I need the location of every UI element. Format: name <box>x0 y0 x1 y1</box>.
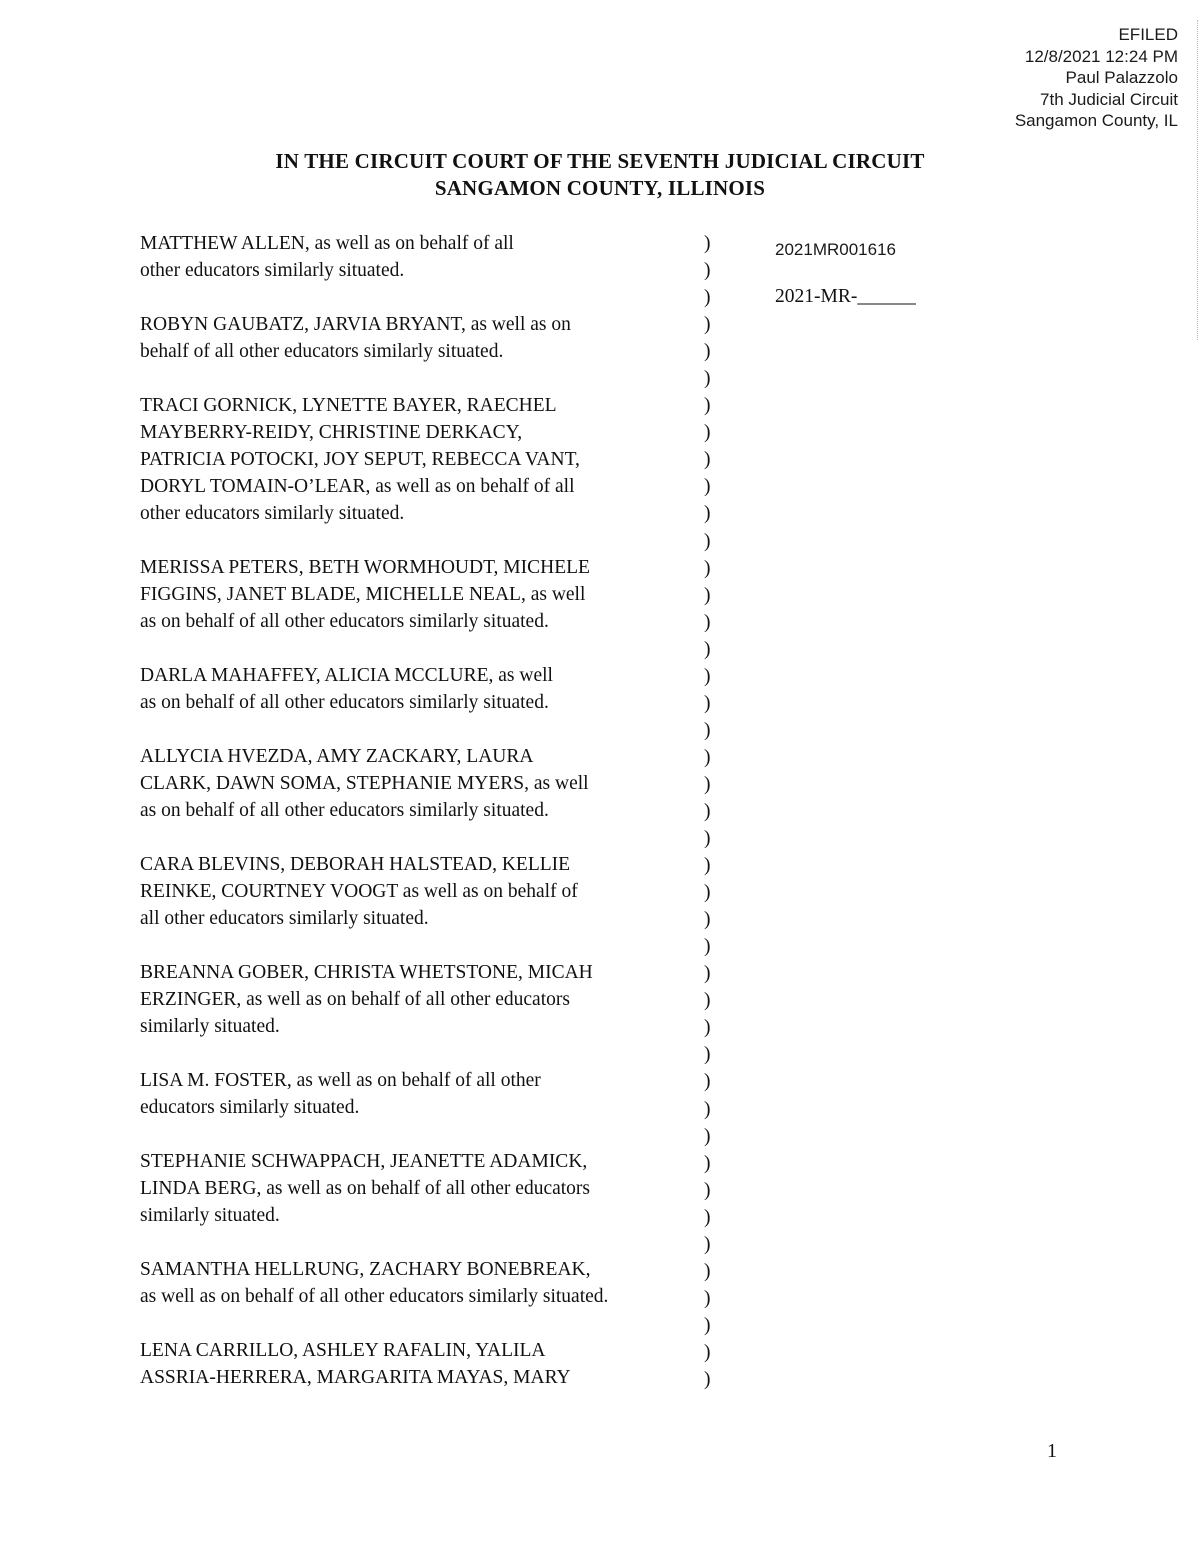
caption-line-text: ERZINGER, as well as on behalf of all other educators <box>140 989 570 1010</box>
caption-line-text: STEPHANIE SCHWAPPACH, JEANETTE ADAMICK, <box>140 1151 588 1172</box>
caption-paren: ) <box>704 936 711 958</box>
caption-paren: ) <box>704 1233 711 1255</box>
caption-paren: ) <box>704 1098 711 1120</box>
caption-line <box>140 905 720 932</box>
caption-paren: ) <box>704 395 711 417</box>
case-caption-parties <box>140 230 720 1391</box>
efile-datetime: 12/8/2021 12:24 PM <box>1024 46 1178 66</box>
caption-line-text: SAMANTHA HELLRUNG, ZACHARY BONEBREAK, <box>140 1259 591 1280</box>
caption-paren: ) <box>704 773 711 795</box>
caption-line-text: LENA CARRILLO, ASHLEY RAFALIN, YALILA <box>140 1340 546 1361</box>
caption-paren: ) <box>704 1368 711 1390</box>
caption-paren: ) <box>704 422 711 444</box>
caption-line-text: BREANNA GOBER, CHRISTA WHETSTONE, MICAH <box>140 962 593 983</box>
caption-line <box>140 959 720 986</box>
caption-line <box>140 1283 720 1310</box>
caption-paren: ) <box>704 1260 711 1282</box>
caption-paren: ) <box>704 746 711 768</box>
caption-line <box>140 1175 720 1202</box>
caption-paren: ) <box>704 665 711 687</box>
caption-line-text: ALLYCIA HVEZDA, AMY ZACKARY, LAURA <box>140 746 534 767</box>
caption-line <box>140 230 720 257</box>
caption-line <box>140 797 720 824</box>
caption-line <box>140 338 720 365</box>
caption-paren: ) <box>704 1071 711 1093</box>
caption-paren: ) <box>704 503 711 525</box>
caption-paren: ) <box>704 855 711 877</box>
caption-paren: ) <box>704 990 711 1012</box>
efile-county: Sangamon County, IL <box>1014 111 1178 130</box>
caption-paren: ) <box>704 692 711 714</box>
caption-line <box>140 446 720 473</box>
caption-paren: ) <box>704 1314 711 1336</box>
court-heading-line2: SANGAMON COUNTY, ILLINOIS <box>434 176 766 200</box>
caption-line <box>140 419 720 446</box>
caption-line-text: REINKE, COURTNEY VOOGT as well as on behalf of <box>140 881 578 902</box>
caption-line-text: behalf of all other educators similarly situated. <box>140 341 504 362</box>
caption-spacer <box>140 1310 720 1337</box>
court-heading <box>0 148 1200 202</box>
caption-paren: ) <box>704 909 711 931</box>
caption-line <box>140 851 720 878</box>
caption-line <box>140 1364 720 1391</box>
caption-paren: ) <box>704 1152 711 1174</box>
caption-line <box>140 689 720 716</box>
case-number: 2021MR001616 <box>775 240 896 259</box>
caption-paren: ) <box>704 1179 711 1201</box>
caption-line-text: educators similarly situated. <box>140 1097 360 1118</box>
caption-spacer <box>140 932 720 959</box>
caption-line <box>140 1256 720 1283</box>
caption-line <box>140 770 720 797</box>
caption-paren: ) <box>704 368 711 390</box>
caption-line <box>140 1337 720 1364</box>
caption-line-text: as on behalf of all other educators similarly situated. <box>140 692 549 713</box>
caption-line <box>140 473 720 500</box>
efile-stamp <box>1015 24 1178 132</box>
caption-line <box>140 986 720 1013</box>
caption-line-text: CLARK, DAWN SOMA, STEPHANIE MYERS, as well <box>140 773 589 794</box>
caption-line <box>140 311 720 338</box>
caption-spacer <box>140 284 720 311</box>
caption-line-text: all other educators similarly situated. <box>140 908 429 929</box>
caption-line <box>140 608 720 635</box>
caption-paren: ) <box>704 449 711 471</box>
case-mr-label: 2021-MR-______ <box>775 286 916 307</box>
caption-line-text: FIGGINS, JANET BLADE, MICHELLE NEAL, as well <box>140 584 586 605</box>
caption-paren: ) <box>704 584 711 606</box>
caption-line-text: LISA M. FOSTER, as well as on behalf of all other <box>140 1070 541 1091</box>
caption-line <box>140 743 720 770</box>
caption-paren: ) <box>704 341 711 363</box>
caption-paren: ) <box>704 530 711 552</box>
caption-line-text: MAYBERRY-REIDY, CHRISTINE DERKACY, <box>140 422 523 443</box>
caption-line-text: PATRICIA POTOCKI, JOY SEPUT, REBECCA VANT, <box>140 449 580 470</box>
caption-line-text: as well as on behalf of all other educators similarly situated. <box>140 1286 609 1307</box>
caption-spacer <box>140 635 720 662</box>
caption-line-text: ASSRIA-HERRERA, MARGARITA MAYAS, MARY <box>140 1367 571 1388</box>
caption-paren: ) <box>704 314 711 336</box>
caption-paren: ) <box>704 1017 711 1039</box>
caption-line-text: TRACI GORNICK, LYNETTE BAYER, RAECHEL <box>140 395 557 416</box>
caption-paren: ) <box>704 611 711 633</box>
caption-line <box>140 1148 720 1175</box>
efile-circuit: 7th Judicial Circuit <box>1040 89 1178 109</box>
caption-spacer <box>140 1121 720 1148</box>
caption-paren: ) <box>704 233 711 254</box>
caption-line-text: DORYL TOMAIN-O’LEAR, as well as on behalf of all <box>140 476 575 497</box>
caption-line <box>140 392 720 419</box>
caption-line <box>140 878 720 905</box>
caption-paren: ) <box>704 476 711 498</box>
caption-line <box>140 500 720 527</box>
caption-paren: ) <box>704 719 711 741</box>
caption-line-text: CARA BLEVINS, DEBORAH HALSTEAD, KELLIE <box>140 854 571 875</box>
efile-status: EFILED <box>1118 25 1178 44</box>
caption-spacer <box>140 527 720 554</box>
caption-line-text: LINDA BERG, as well as on behalf of all other educators <box>140 1178 591 1199</box>
caption-line <box>140 554 720 581</box>
caption-line <box>140 1202 720 1229</box>
caption-paren: ) <box>704 260 711 282</box>
caption-line-text: MERISSA PETERS, BETH WORMHOUDT, MICHELE <box>140 557 590 578</box>
caption-line-text: other educators similarly situated. <box>140 260 405 281</box>
efile-clerk: Paul Palazzolo <box>1065 68 1178 87</box>
caption-line-text: similarly situated. <box>140 1205 280 1226</box>
court-heading-line1: IN THE CIRCUIT COURT OF THE SEVENTH JUDICIAL CIRCUIT <box>275 149 925 173</box>
caption-line-text: MATTHEW ALLEN, as well as on behalf of all <box>140 233 514 254</box>
caption-paren: ) <box>704 1287 711 1309</box>
caption-line-text: DARLA MAHAFFEY, ALICIA MCCLURE, as well <box>140 665 553 686</box>
caption-line-text: ROBYN GAUBATZ, JARVIA BRYANT, as well as on <box>140 314 571 335</box>
caption-line <box>140 257 720 284</box>
caption-line <box>140 1013 720 1040</box>
caption-line <box>140 1067 720 1094</box>
caption-paren: ) <box>704 800 711 822</box>
caption-paren-column <box>704 230 711 1393</box>
caption-paren: ) <box>704 963 711 985</box>
caption-line <box>140 662 720 689</box>
caption-paren: ) <box>704 882 711 904</box>
caption-paren: ) <box>704 1206 711 1228</box>
caption-line-text: similarly situated. <box>140 1016 280 1037</box>
caption-line-text: as on behalf of all other educators similarly situated. <box>140 800 549 821</box>
caption-paren: ) <box>704 557 711 579</box>
caption-paren: ) <box>704 638 711 660</box>
caption-line <box>140 1094 720 1121</box>
caption-spacer <box>140 1229 720 1256</box>
caption-paren: ) <box>704 287 711 309</box>
caption-spacer <box>140 824 720 851</box>
caption-line-text: other educators similarly situated. <box>140 503 405 524</box>
caption-spacer <box>140 716 720 743</box>
caption-paren: ) <box>704 828 711 850</box>
caption-paren: ) <box>704 1044 711 1066</box>
caption-line <box>140 581 720 608</box>
caption-line-text: as on behalf of all other educators similarly situated. <box>140 611 549 632</box>
caption-paren: ) <box>704 1341 711 1363</box>
caption-paren: ) <box>704 1125 711 1147</box>
caption-spacer <box>140 1040 720 1067</box>
caption-spacer <box>140 365 720 392</box>
page-number: 1 <box>1047 1440 1057 1462</box>
